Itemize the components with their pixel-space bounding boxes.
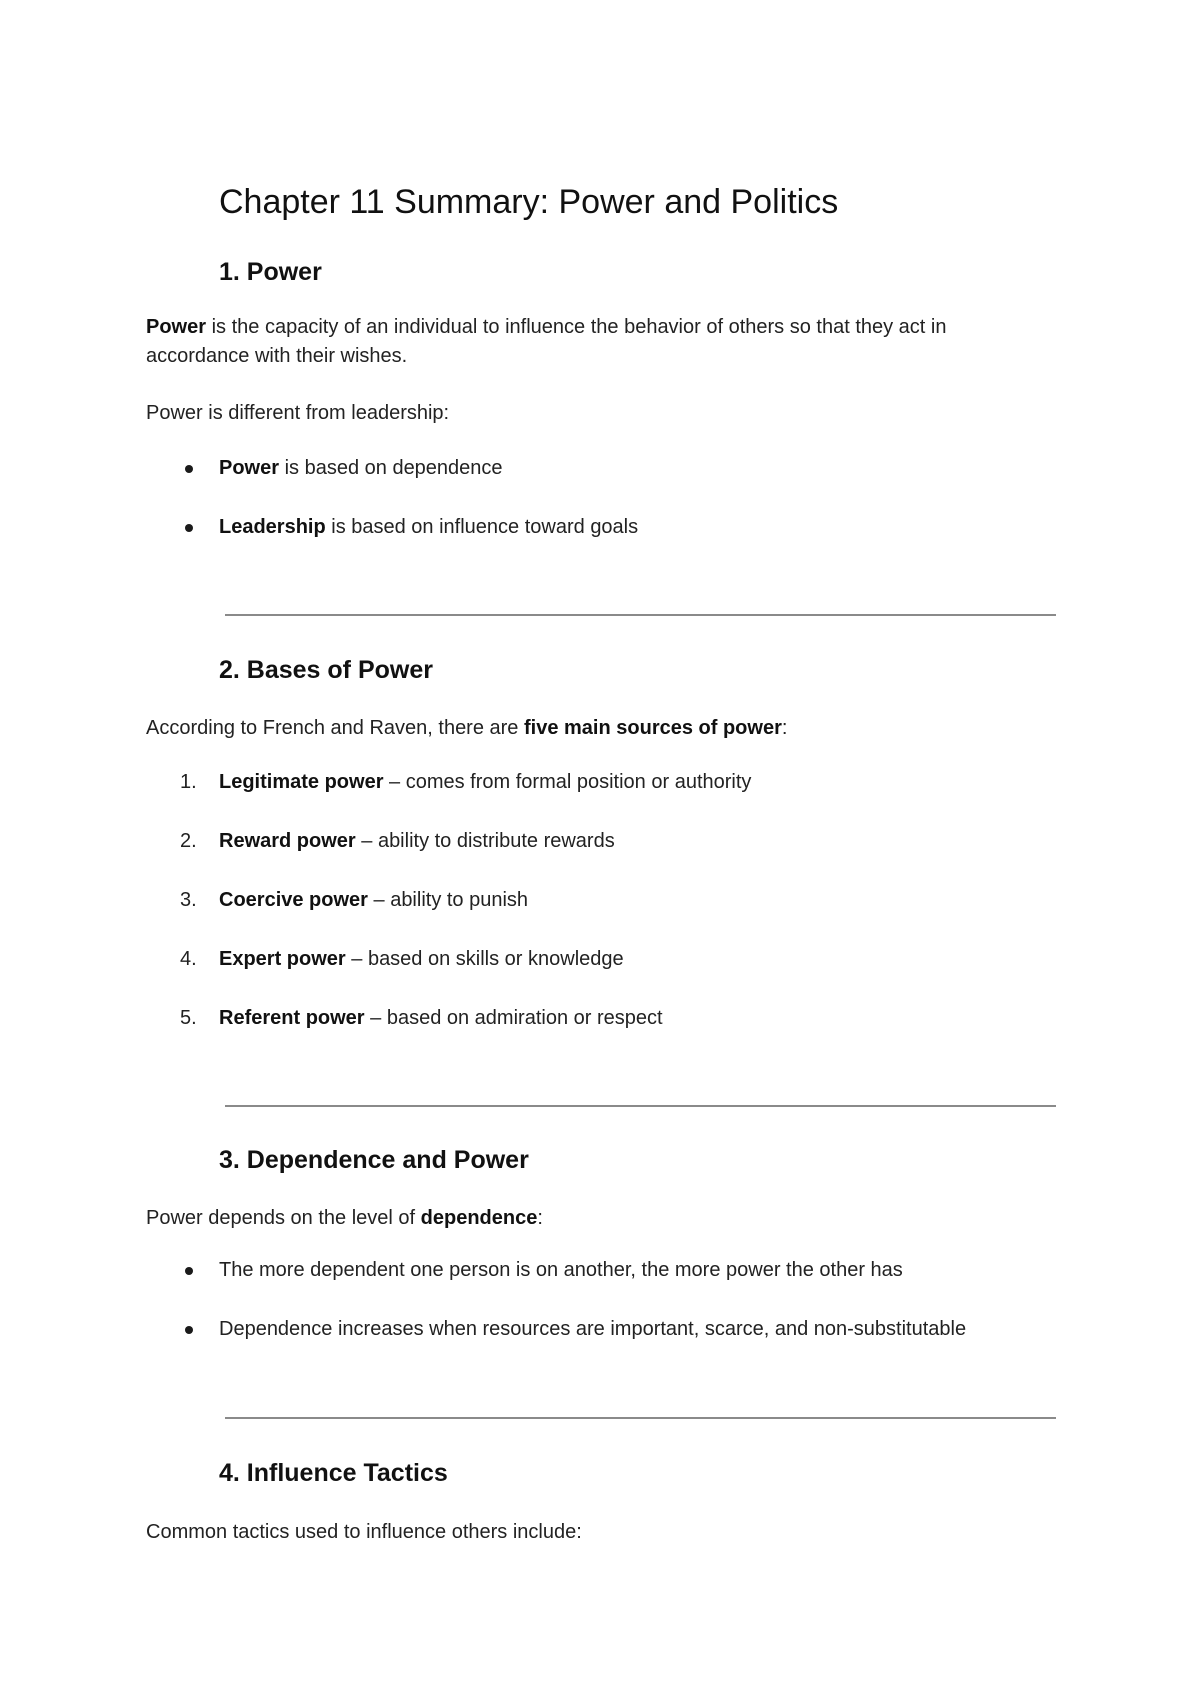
section-divider xyxy=(225,614,1056,616)
bullet-icon xyxy=(185,1326,193,1334)
list-number: 1. xyxy=(180,771,197,793)
list-item-term: Referent power xyxy=(219,1007,365,1029)
list-number: 2. xyxy=(180,830,197,852)
power-vs-leadership-intro: Power is different from leadership: xyxy=(146,402,450,424)
section-heading-influence-tactics: 4. Influence Tactics xyxy=(219,1459,448,1487)
list-number: 4. xyxy=(180,948,197,970)
section-heading-bases-of-power: 2. Bases of Power xyxy=(219,656,433,684)
list-item-text: – ability to punish xyxy=(367,889,529,911)
bases-intro-emphasis: five main sources of power xyxy=(524,717,782,739)
dependence-intro-text: Power depends on the level of xyxy=(146,1207,421,1229)
list-item: Dependence increases when resources are important, scarce, and non-substitutable xyxy=(219,1318,967,1340)
power-definition xyxy=(146,313,1046,371)
dependence-intro xyxy=(146,1204,543,1233)
bullet-icon xyxy=(185,465,193,473)
list-item xyxy=(219,514,638,540)
section-divider xyxy=(225,1417,1056,1419)
definition-term: Power xyxy=(146,316,207,338)
list-number: 5. xyxy=(180,1007,197,1029)
list-item xyxy=(219,828,615,854)
influence-tactics-intro: Common tactics used to influence others include: xyxy=(146,1521,582,1543)
list-item-text: is based on influence toward goals xyxy=(325,516,639,538)
list-item xyxy=(219,769,751,795)
list-item: The more dependent one person is on another, the more power the other has xyxy=(219,1259,903,1281)
list-item xyxy=(219,455,503,481)
list-item-term: Leadership xyxy=(219,516,326,538)
list-item-text: – based on admiration or respect xyxy=(364,1007,663,1029)
list-item xyxy=(219,946,624,972)
definition-text: is the capacity of an individual to influence the behavior of others so that they act in accordance with their wishes. xyxy=(146,316,947,367)
bullet-icon xyxy=(185,524,193,532)
list-item-text: – comes from formal position or authority xyxy=(383,771,752,793)
bases-intro-text: According to French and Raven, there are xyxy=(146,717,524,739)
list-item-text: – ability to distribute rewards xyxy=(355,830,615,852)
list-item-text: – based on skills or knowledge xyxy=(345,948,624,970)
section-heading-power: 1. Power xyxy=(219,258,322,286)
list-item-text: is based on dependence xyxy=(279,457,503,479)
bases-intro xyxy=(146,714,787,743)
list-item-term: Expert power xyxy=(219,948,346,970)
list-item xyxy=(219,887,528,913)
list-item xyxy=(219,1005,663,1031)
list-item-term: Power xyxy=(219,457,280,479)
dependence-intro-emphasis: dependence xyxy=(420,1207,538,1229)
section-divider xyxy=(225,1105,1056,1107)
list-number: 3. xyxy=(180,889,197,911)
list-item-term: Coercive power xyxy=(219,889,368,911)
bases-intro-colon: : xyxy=(781,717,788,739)
bullet-icon xyxy=(185,1267,193,1275)
document-title: Chapter 11 Summary: Power and Politics xyxy=(219,183,839,221)
list-item-term: Legitimate power xyxy=(219,771,384,793)
list-item-term: Reward power xyxy=(219,830,356,852)
section-heading-dependence: 3. Dependence and Power xyxy=(219,1146,529,1174)
dependence-intro-colon: : xyxy=(537,1207,543,1229)
